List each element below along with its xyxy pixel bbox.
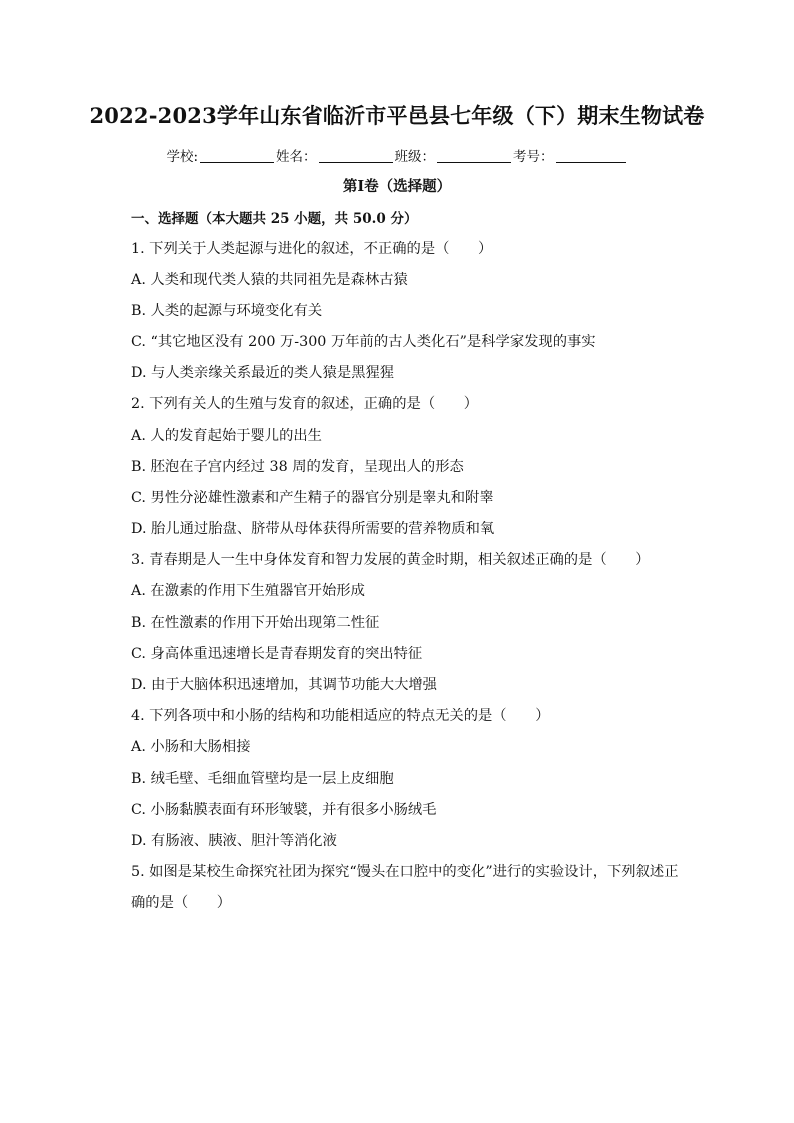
question-option: B. 在性激素的作用下开始出现第二性征 (131, 615, 380, 631)
name-blank (319, 148, 393, 163)
question-stem: 4. 下列各项中和小肠的结构和功能相适应的特点无关的是（ ） (131, 708, 550, 724)
question-option: B. 绒毛壁、毛细血管壁均是一层上皮细胞 (131, 771, 394, 787)
name-label: 姓名： (276, 149, 317, 165)
question-stem: 2. 下列有关人的生殖与发育的叙述，正确的是（ ） (131, 396, 479, 412)
question-stem: 1. 下列关于人类起源与进化的叙述，不正确的是（ ） (131, 241, 493, 257)
question-stem-continued: 确的是（ ） (131, 895, 232, 911)
question-option: A. 在激素的作用下生殖器官开始形成 (131, 583, 365, 599)
question-option: C. 身高体重迅速增长是青春期发育的突出特征 (131, 646, 423, 662)
volume-heading: 第Ⅰ卷（选择题） (342, 178, 452, 195)
question-option: D. 与人类亲缘关系最近的类人猿是黑猩猩 (131, 365, 395, 381)
question-option: A. 人的发育起始于婴儿的出生 (131, 428, 322, 444)
page-title: 2022-2023学年山东省临沂市平邑县七年级（下）期末生物试卷 (89, 103, 705, 128)
question-option: C. 男性分泌雄性激素和产生精子的器官分别是睾丸和附睾 (131, 490, 494, 506)
class-label: 班级： (394, 149, 436, 165)
question-option: A. 小肠和大肠相接 (131, 739, 251, 755)
question-option: B. 人类的起源与环境变化有关 (131, 303, 323, 319)
school-label: 学校: (166, 149, 199, 165)
question-option: C. “其它地区没有 200 万-300 万年前的古人类化石”是科学家发现的事实 (131, 334, 596, 350)
question-option: C. 小肠黏膜表面有环形皱襞，并有很多小肠绒毛 (131, 802, 437, 818)
question-option: D. 胎儿通过胎盘、脐带从母体获得所需要的营养物质和氧 (131, 521, 495, 537)
question-stem: 3. 青春期是人一生中身体发育和智力发展的黄金时期，相关叙述正确的是（ ） (131, 552, 650, 568)
student-info-row (0, 145, 794, 165)
question-option: A. 人类和现代类人猿的共同祖先是森林古猿 (131, 272, 408, 288)
exam-number-label: 考号： (513, 149, 554, 165)
exam-number-blank (556, 148, 626, 163)
section-heading: 一、选择题（本大题共 25 小题，共 50.0 分） (131, 211, 418, 227)
school-blank (200, 148, 274, 163)
question-stem: 5. 如图是某校生命探究社团为探究“馒头在口腔中的变化”进行的实验设计，下列叙述正 (131, 864, 679, 880)
question-option: D. 有肠液、胰液、胆汁等消化液 (131, 833, 337, 849)
question-option: B. 胚泡在子宫内经过 38 周的发育，呈现出人的形态 (131, 459, 464, 475)
class-blank (437, 148, 511, 163)
question-option: D. 由于大脑体积迅速增加，其调节功能大大增强 (131, 677, 437, 693)
